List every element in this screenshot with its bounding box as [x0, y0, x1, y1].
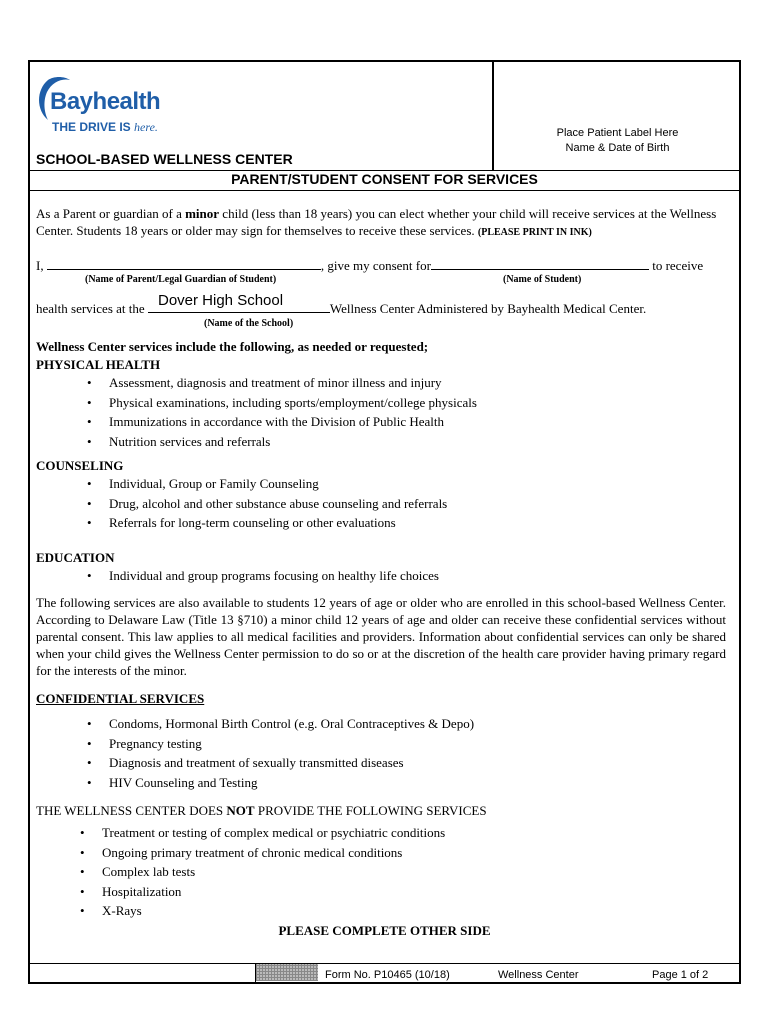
- complete-other-side: PLEASE COMPLETE OTHER SIDE: [278, 923, 491, 938]
- logo-tagline: THE DRIVE IS here.: [52, 120, 158, 134]
- not-provided-list: [80, 823, 445, 921]
- parent-caption: (Name of Parent/Legal Guardian of Student): [85, 274, 277, 285]
- list-item: • Diagnosis and treatment of sexually transmitted diseases: [87, 753, 474, 773]
- education-heading: EDUCATION: [36, 550, 115, 565]
- parent-name-field[interactable]: [47, 259, 321, 270]
- list-item: • Individual and group programs focusing on healthy life choices: [87, 566, 439, 586]
- list-item: • Individual, Group or Family Counseling: [87, 474, 447, 494]
- school-caption: (Name of the School): [204, 318, 294, 329]
- student-name-field[interactable]: [431, 259, 649, 270]
- education-list: [87, 566, 439, 586]
- physical-heading: PHYSICAL HEALTH: [36, 357, 161, 372]
- list-item: • Treatment or testing of complex medical or psychiatric conditions: [80, 823, 445, 843]
- list-item: • Drug, alcohol and other substance abuse counseling and referrals: [87, 494, 447, 514]
- patient-label-line1: Place Patient Label Here: [556, 127, 679, 139]
- list-item: • Ongoing primary treatment of chronic medical conditions: [80, 843, 445, 863]
- school-line: health services at the Wellness Center Administered by Bayhealth Medical Center.: [36, 301, 647, 316]
- list-item: • Nutrition services and referrals: [87, 432, 477, 452]
- consent-line: I, , give my consent for to receive: [36, 258, 704, 273]
- list-item: • Immunizations in accordance with the Division of Public Health: [87, 412, 477, 432]
- confidential-list: [87, 714, 474, 792]
- school-name-value: Dover High School: [158, 292, 284, 309]
- list-item: • HIV Counseling and Testing: [87, 773, 474, 793]
- law-paragraph: The following services are also available to students 12 years of age or older who are enrolled in this school-based Wellness Center. According to Delaware Law (Title 13 §710) a minor child 12 years of age and older can receive these confidential services without parental consent. This law applies to all medical facilities and providers. Information about confidential services can only be shared when your child gives the Wellness Center permission to do so or at the discretion of the health care provider having primary regard for the interests of the minor.: [36, 595, 726, 678]
- page-number: Page 1 of 2: [652, 969, 709, 981]
- list-item: • Hospitalization: [80, 882, 445, 902]
- physical-list: [87, 373, 477, 451]
- patient-label-line2: Name & Date of Birth: [565, 142, 670, 154]
- header-divider: [492, 60, 494, 170]
- footer-rule: [28, 963, 741, 964]
- bayhealth-logo: [34, 74, 194, 138]
- list-item: • Referrals for long-term counseling or other evaluations: [87, 513, 447, 533]
- list-item: • Pregnancy testing: [87, 734, 474, 754]
- services-heading: Wellness Center services include the following, as needed or requested;: [36, 339, 429, 354]
- form-number: Form No. P10465 (10/18): [325, 969, 450, 981]
- consent-title: PARENT/STUDENT CONSENT FOR SERVICES: [231, 171, 538, 187]
- list-item: • X-Rays: [80, 901, 445, 921]
- list-item: • Condoms, Hormonal Birth Control (e.g. Oral Contraceptives & Depo): [87, 714, 474, 734]
- title-rule: [28, 190, 741, 191]
- list-item: • Assessment, diagnosis and treatment of minor illness and injury: [87, 373, 477, 393]
- footer-dept: Wellness Center: [498, 969, 579, 981]
- student-caption: (Name of Student): [503, 274, 582, 285]
- list-item: • Physical examinations, including sports/employment/college physicals: [87, 393, 477, 413]
- intro-paragraph: As a Parent or guardian of a minor child (less than 18 years) you can elect whether your child will receive services at the Wellness Center. Students 18 years or older may sign for themselves to receive these services. (PLEASE PRINT IN INK): [36, 206, 717, 238]
- confidential-heading: CONFIDENTIAL SERVICES: [36, 691, 205, 706]
- not-provided-heading: THE WELLNESS CENTER DOES NOT PROVIDE THE FOLLOWING SERVICES: [36, 803, 487, 818]
- patient-label-area: [500, 126, 735, 156]
- counseling-list: [87, 474, 447, 533]
- counseling-heading: COUNSELING: [36, 458, 124, 473]
- logo-brand: Bayhealth: [50, 88, 161, 115]
- center-title: SCHOOL-BASED WELLNESS CENTER: [36, 151, 293, 167]
- list-item: • Complex lab tests: [80, 862, 445, 882]
- barcode-pattern: [256, 964, 318, 981]
